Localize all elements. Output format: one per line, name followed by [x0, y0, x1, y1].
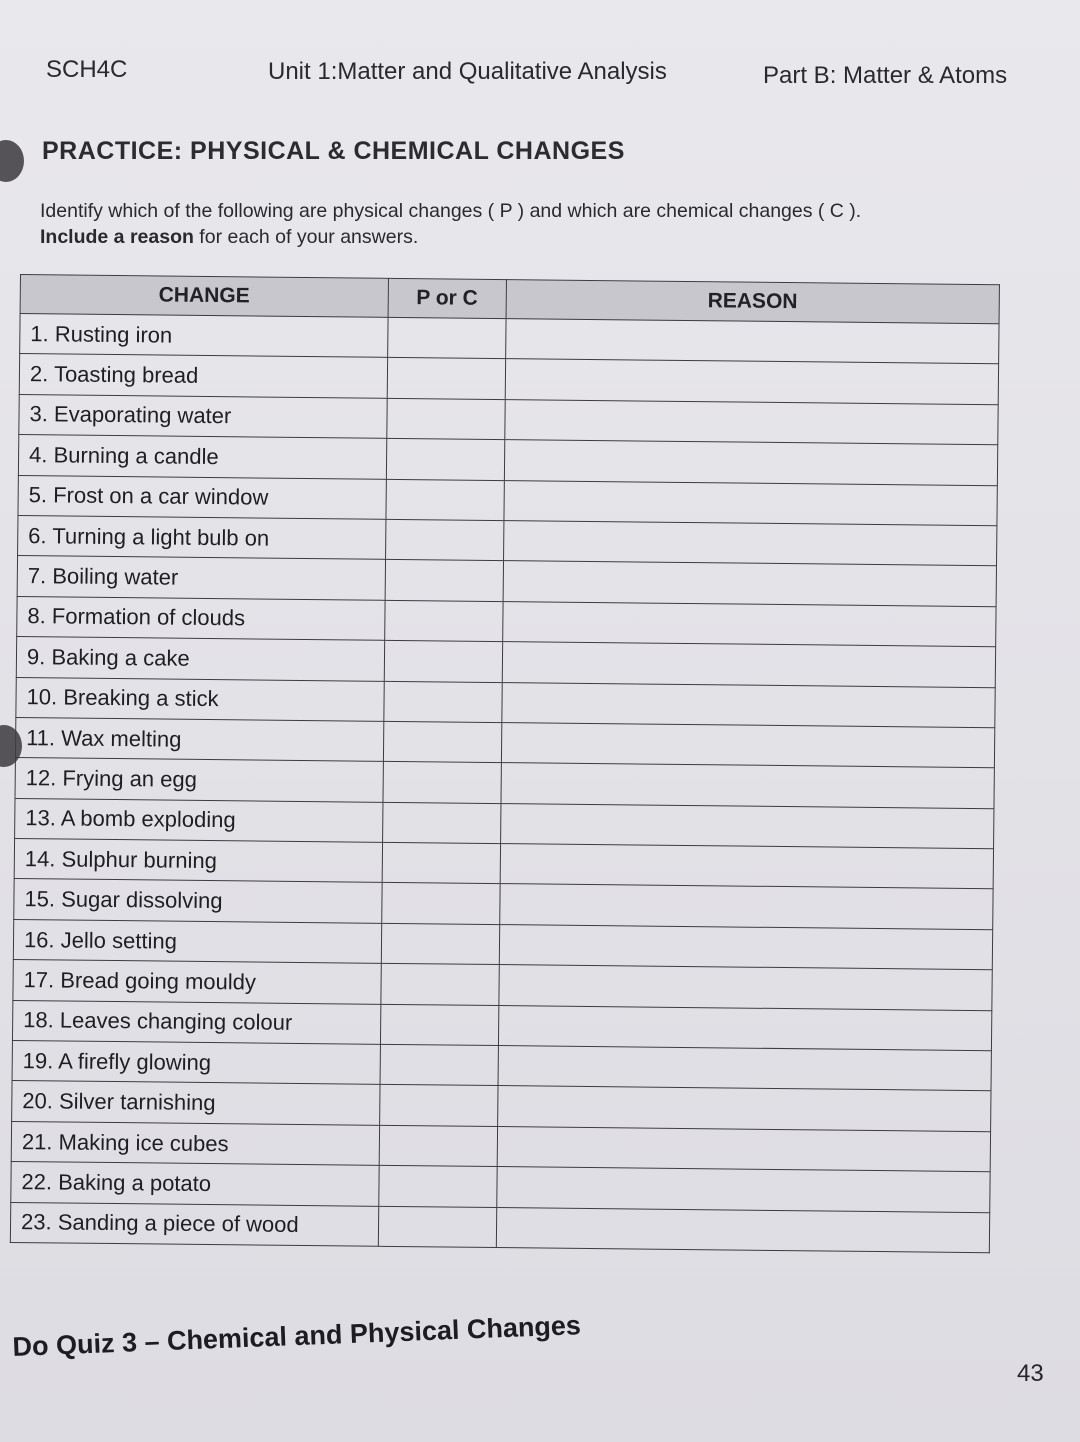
change-cell: 8. Formation of clouds: [17, 596, 385, 640]
change-cell: 4. Burning a candle: [18, 435, 386, 479]
p-or-c-answer-cell[interactable]: [381, 923, 499, 965]
reason-answer-cell[interactable]: [503, 521, 997, 567]
reason-answer-cell[interactable]: [499, 884, 993, 930]
p-or-c-answer-cell[interactable]: [385, 560, 503, 602]
reason-answer-cell[interactable]: [505, 359, 999, 405]
change-cell: 16. Jello setting: [13, 919, 381, 963]
change-cell: 13. A bomb exploding: [15, 798, 383, 842]
change-cell: 6. Turning a light bulb on: [18, 515, 386, 559]
p-or-c-answer-cell[interactable]: [385, 519, 503, 561]
p-or-c-answer-cell[interactable]: [384, 681, 502, 723]
change-cell: 17. Bread going mouldy: [13, 960, 381, 1004]
reason-answer-cell[interactable]: [497, 1126, 991, 1172]
reason-answer-cell[interactable]: [500, 803, 994, 849]
instructions-rest: for each of your answers.: [193, 226, 419, 248]
change-cell: 22. Baking a potato: [11, 1162, 379, 1206]
reason-answer-cell[interactable]: [497, 1086, 991, 1132]
change-cell: 20. Silver tarnishing: [12, 1081, 380, 1125]
change-cell: 7. Boiling water: [17, 556, 385, 600]
p-or-c-answer-cell[interactable]: [388, 317, 506, 359]
reason-answer-cell[interactable]: [503, 561, 997, 607]
part-title: Part B: Matter & Atoms: [763, 62, 1008, 89]
change-cell: 14. Sulphur burning: [14, 839, 382, 883]
p-or-c-answer-cell[interactable]: [381, 964, 499, 1006]
reason-answer-cell[interactable]: [496, 1167, 990, 1213]
change-cell: 10. Breaking a stick: [16, 677, 384, 721]
reason-answer-cell[interactable]: [498, 1046, 992, 1092]
page-title: PRACTICE: PHYSICAL & CHEMICAL CHANGES: [42, 137, 625, 165]
p-or-c-answer-cell[interactable]: [382, 802, 500, 844]
p-or-c-answer-cell[interactable]: [380, 1004, 498, 1046]
change-cell: 5. Frost on a car window: [18, 475, 386, 519]
p-or-c-answer-cell[interactable]: [379, 1085, 497, 1127]
reason-answer-cell[interactable]: [500, 844, 994, 890]
reason-answer-cell[interactable]: [504, 399, 998, 445]
reason-answer-cell[interactable]: [502, 601, 996, 647]
change-cell: 15. Sugar dissolving: [14, 879, 382, 923]
header-reason: REASON: [506, 280, 1000, 324]
change-cell: 23. Sanding a piece of wood: [10, 1202, 378, 1246]
unit-title: Unit 1:Matter and Qualitative Analysis: [268, 58, 667, 85]
p-or-c-answer-cell[interactable]: [383, 721, 501, 763]
reason-answer-cell[interactable]: [501, 722, 995, 768]
change-cell: 1. Rusting iron: [20, 314, 388, 358]
p-or-c-answer-cell[interactable]: [379, 1125, 497, 1167]
instructions-line-1: Identify which of the following are physical changes ( P ) and which are chemical changes ( C ).: [40, 200, 862, 222]
p-or-c-answer-cell[interactable]: [386, 439, 504, 481]
header-p-or-c: P or C: [388, 278, 506, 318]
p-or-c-answer-cell[interactable]: [387, 398, 505, 440]
reason-answer-cell[interactable]: [498, 1005, 992, 1051]
reason-answer-cell[interactable]: [502, 682, 996, 728]
course-code: SCH4C: [46, 56, 128, 83]
reason-answer-cell[interactable]: [499, 965, 993, 1011]
change-cell: 2. Toasting bread: [19, 354, 387, 398]
reason-answer-cell[interactable]: [504, 480, 998, 526]
p-or-c-answer-cell[interactable]: [384, 640, 502, 682]
p-or-c-answer-cell[interactable]: [385, 600, 503, 642]
reason-answer-cell[interactable]: [504, 440, 998, 486]
quiz-instruction: Do Quiz 3 – Chemical and Physical Changes: [12, 1310, 582, 1362]
binder-hole: [0, 140, 24, 182]
reason-answer-cell[interactable]: [496, 1207, 990, 1253]
p-or-c-answer-cell[interactable]: [387, 358, 505, 400]
reason-answer-cell[interactable]: [502, 642, 996, 688]
page-number: 43: [1017, 1360, 1044, 1387]
reason-answer-cell[interactable]: [501, 763, 995, 809]
change-cell: 9. Baking a cake: [16, 637, 384, 681]
change-cell: 3. Evaporating water: [19, 394, 387, 438]
p-or-c-answer-cell[interactable]: [382, 883, 500, 925]
instructions-emphasis: Include a reason: [40, 226, 194, 248]
p-or-c-answer-cell[interactable]: [386, 479, 504, 521]
change-cell: 12. Frying an egg: [15, 758, 383, 802]
p-or-c-answer-cell[interactable]: [379, 1166, 497, 1208]
instructions: [40, 198, 861, 250]
p-or-c-answer-cell[interactable]: [380, 1044, 498, 1086]
instructions-line-2: [40, 224, 861, 250]
change-cell: 21. Making ice cubes: [11, 1121, 379, 1165]
reason-answer-cell[interactable]: [499, 924, 993, 970]
header-change: CHANGE: [20, 275, 388, 318]
changes-table: [10, 274, 1000, 1253]
p-or-c-answer-cell[interactable]: [382, 842, 500, 884]
p-or-c-answer-cell[interactable]: [378, 1206, 496, 1248]
change-cell: 18. Leaves changing colour: [12, 1000, 380, 1044]
p-or-c-answer-cell[interactable]: [383, 762, 501, 804]
change-cell: 11. Wax melting: [15, 717, 383, 761]
change-cell: 19. A firefly glowing: [12, 1040, 380, 1084]
reason-answer-cell[interactable]: [505, 319, 999, 365]
